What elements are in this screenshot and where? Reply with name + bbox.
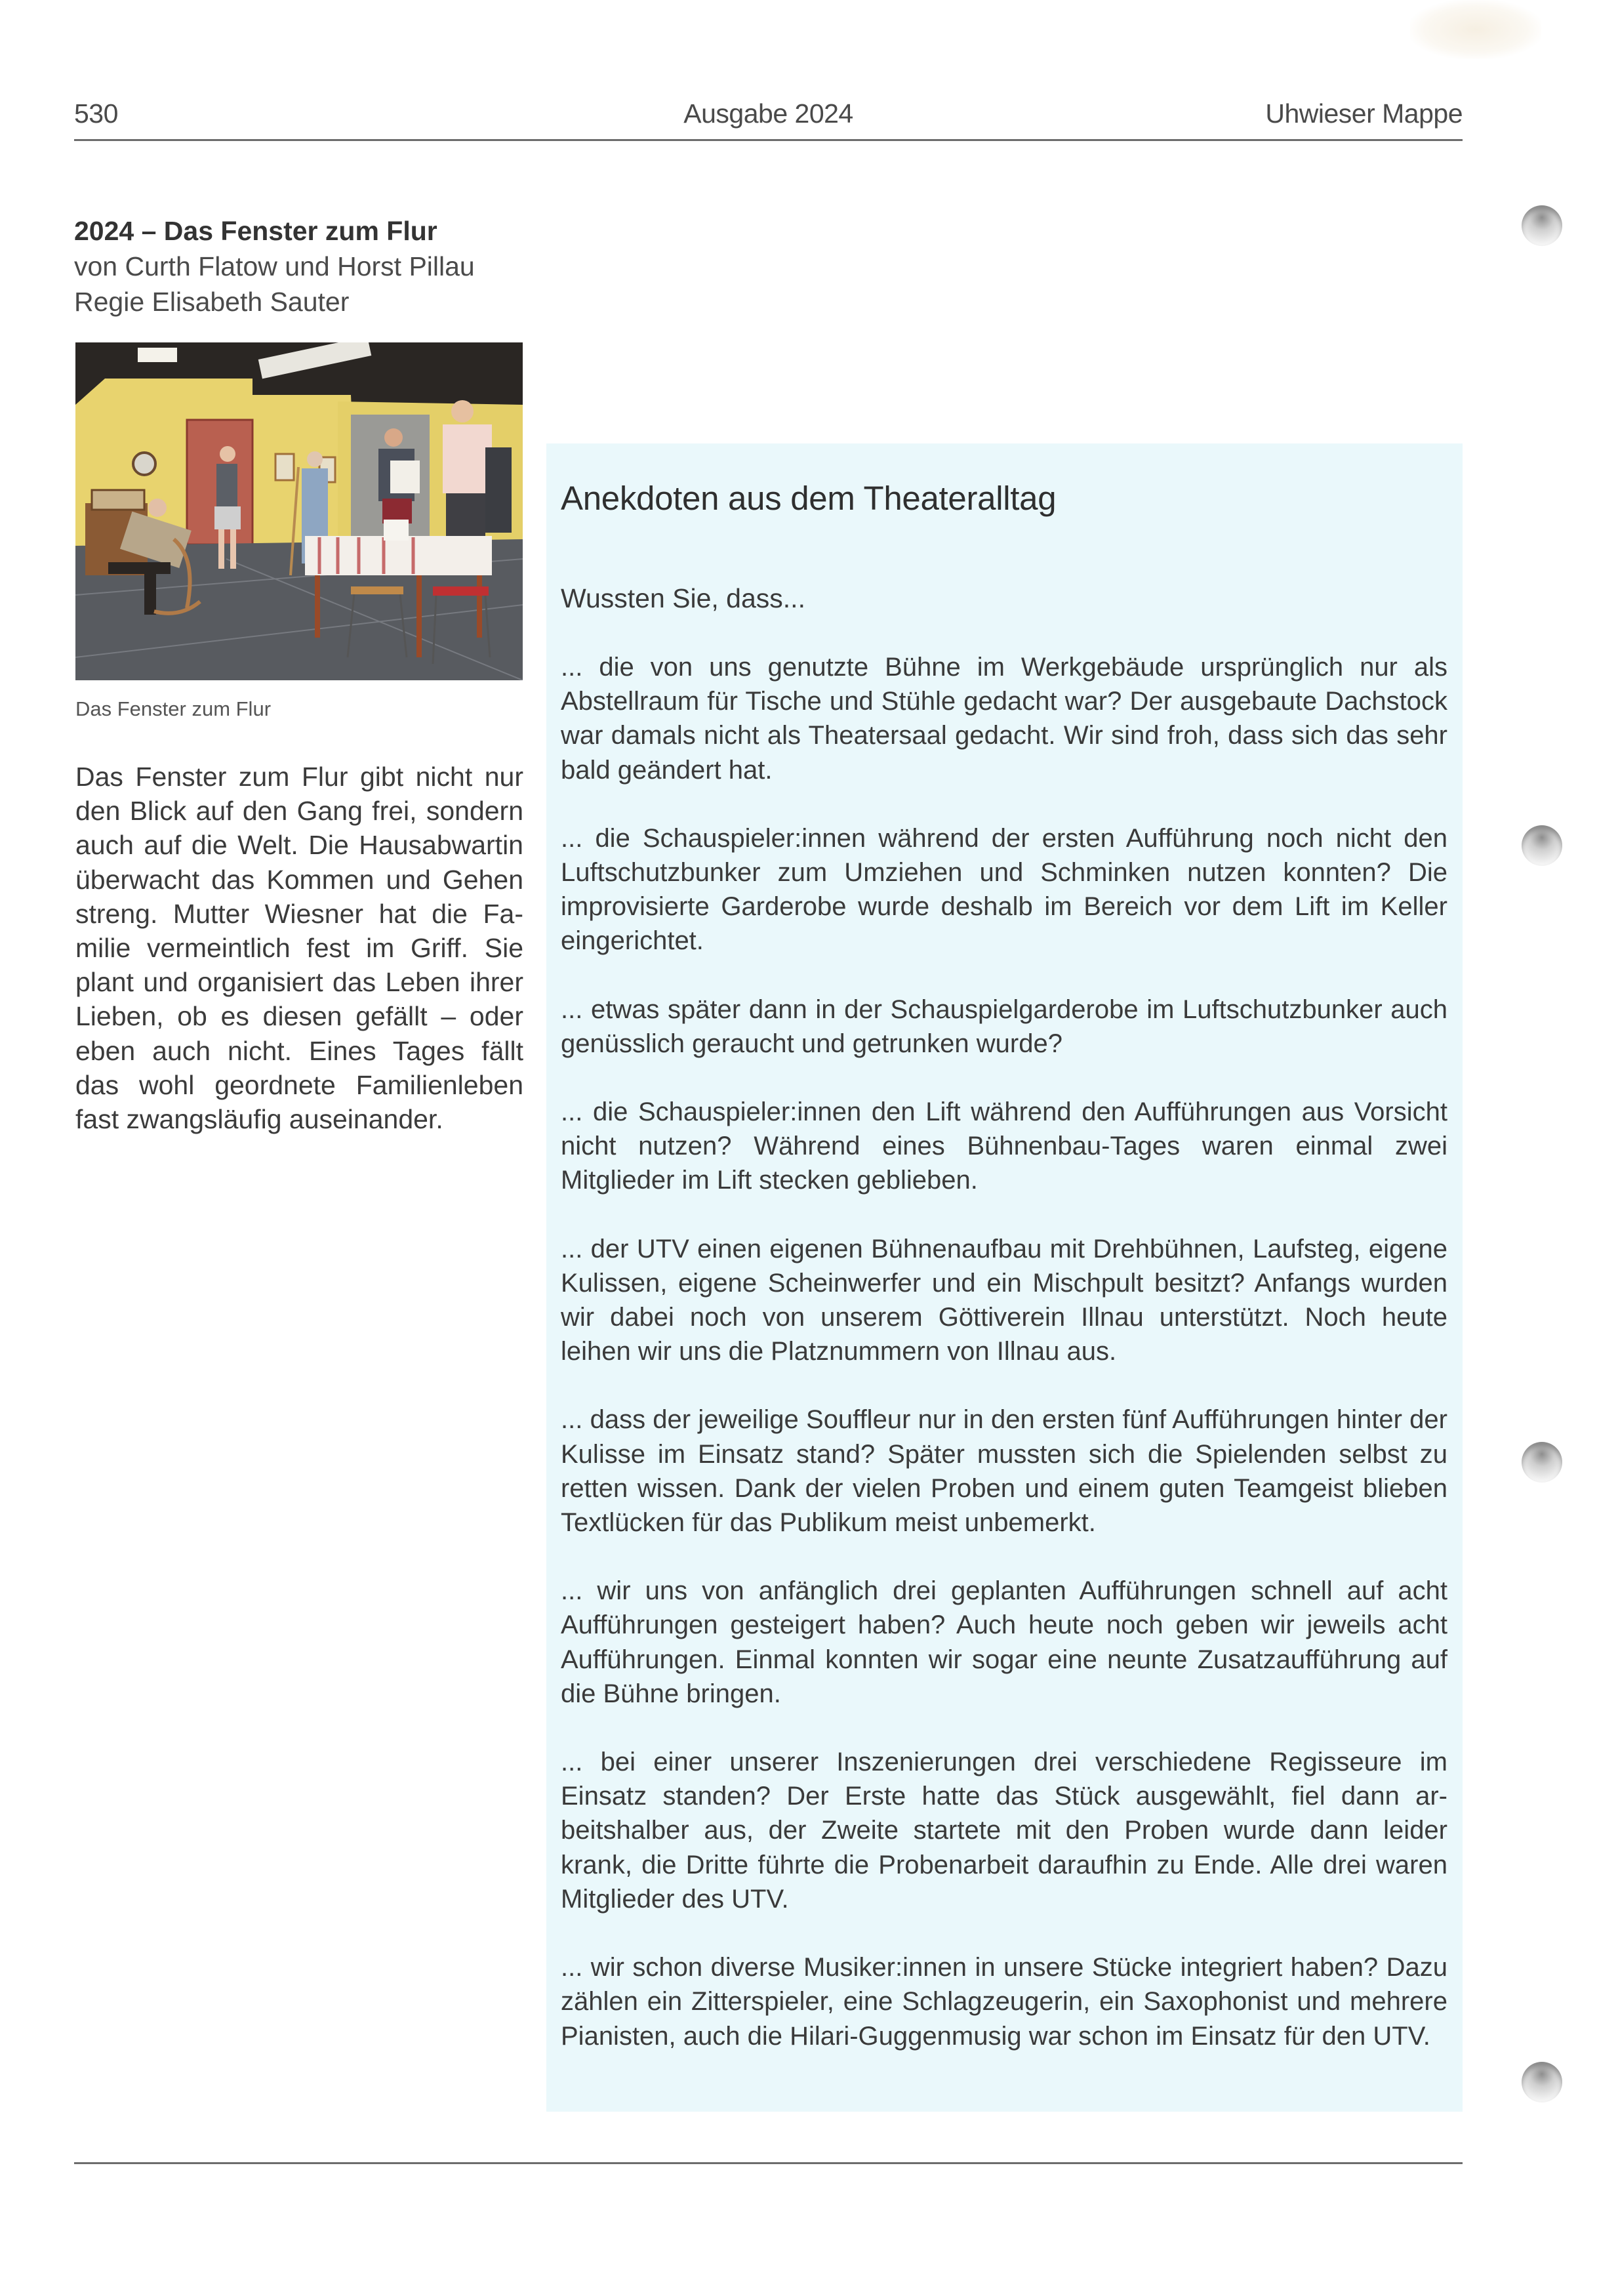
binder-hole-icon: [1522, 2062, 1562, 2102]
actor-woman-doorway: [220, 446, 235, 462]
spotlight: [138, 348, 177, 362]
wall-clock: [133, 453, 155, 475]
actor-young-man: [451, 400, 474, 422]
anecdote-item: ... wir schon diverse Musiker:innen in unsere Stücke integriert haben? Dazu zählen ein Zitterspieler, eine Schlagzeugerin, ein Saxophonist und mehrere Pianisten, auch die Hilari-Guggenmusig war schon im Einsatz für den UTV.: [561, 1953, 1447, 2051]
play-title: 2024 – Das Fenster zum Flur: [74, 216, 437, 246]
photo-caption: Das Fenster zum Flur: [75, 697, 272, 720]
page-header: [74, 98, 1463, 138]
binder-hole-icon: [1522, 825, 1562, 866]
footer-rule: [74, 2162, 1463, 2164]
publication-name: Uhwieser Mappe: [1265, 98, 1463, 129]
anecdote-item: ... die Schauspieler:innen den Lift während den Aufführungen aus Vorsicht nicht nutzen? Während eines Bühnenbau-Tages waren einmal zwei Mitglieder im Lift stecken geblieben.: [561, 1097, 1447, 1195]
play-summary: Das Fenster zum Flur gibt nicht nur den Blick auf den Gang frei, sondern auch auf die Welt. Die Hausabwartin überwacht das Kommen und Gehen streng. Mutter Wiesner hat die Familie vermeintlich fest im Griff. Sie plant und organisiert das Leben ihrer Lieben, ob es diesen gefällt – oder eben auch nicht. Eines Tages fällt das wohl geordnete Familienleben fast zwangsläufig auseinander.: [75, 762, 523, 1135]
anecdote-item: ... der UTV einen eigenen Bühnenaufbau mit Drehbühnen, Laufsteg, eigene Kulissen, eigene Scheinwerfer und ein Mischpult besitzt? Anfangs wurden wir dabei noch von unserem Göttiverein Illnau unterstützt. Noch heute leihen wir uns die Platznummern von Illnau aus.: [561, 1234, 1447, 1366]
edition-label: Ausgabe 2024: [683, 98, 853, 129]
anecdote-item: ... die Schauspieler:innen während der ersten Aufführung noch nicht den Luftschutzbunker zum Umziehen und Schminken nutzen konnten? Die improvisierte Garderobe wurde deshalb im Bereich vor dem Lift im Keller eingerichtet.: [561, 823, 1447, 956]
anecdote-intro: Wussten Sie, dass...: [561, 583, 805, 613]
play-heading: [74, 213, 533, 319]
binder-hole-icon: [1522, 205, 1562, 246]
play-director: Regie Elisabeth Sauter: [74, 287, 350, 317]
actor-man-fur: [384, 428, 403, 447]
tea-pot: [384, 520, 409, 541]
anecdote-item: ... bei einer unserer Inszenierungen drei verschiedene Regisseure im Einsatz standen? Der Erste hatte das Stück ausgewählt, fiel dann arbeitshalber aus, der Zweite startete mit den Proben wurde dann leider krank, die Dritte führte die Probenarbeit daraufhin zu Ende. Alle drei waren Mitglieder des UTV.: [561, 1748, 1447, 1914]
stool-wood: [351, 586, 403, 594]
table-cloth: [305, 536, 492, 575]
anecdote-item: ... dass der jeweilige Souffleur nur in den ersten fünf Aufführungen hinter der Kulisse im Einsatz stand? Später mussten sich die Spielenden selbst zu retten wissen. Dank der vielen Proben und einem guten Teamgeist blieben Textlücken für das Publikum meist unbemerkt.: [561, 1405, 1447, 1538]
stool-red: [433, 586, 489, 596]
page-number: 530: [74, 98, 118, 129]
stage-photo: [75, 342, 523, 680]
anecdote-item: ... etwas später dann in der Schauspielgarderobe im Luftschutzbunker auch genüsslich geraucht und getrunken wurde?: [561, 994, 1447, 1058]
wall-picture: [275, 454, 294, 480]
actor-caretaker: [307, 451, 323, 467]
play-authors: von Curth Flatow und Horst Pillau: [74, 251, 475, 281]
binder-hole-icon: [1522, 1442, 1562, 1483]
scan-corner-stain: [1410, 0, 1541, 59]
table-leg: [315, 575, 320, 638]
anecdote-item: ... wir uns von anfänglich drei geplanten Aufführungen schnell auf acht Aufführungen gesteigert haben? Auch heute noch geben wir jeweils acht Aufführungen. Einmal konnten wir sogar eine neunte Zusatzaufführung auf die Bühne bringen.: [561, 1576, 1447, 1708]
header-rule: [74, 139, 1463, 141]
actor-seated: [148, 499, 167, 517]
anecdote-item: ... die von uns genutzte Bühne im Werkgebäude ursprünglich nur als Abstellraum für Tische und Stühle gedacht war? Der ausgebaute Dachstock war damals nicht als Theatersaal gedacht. Wir sind froh, dass sich das sehr bald geändert hat.: [561, 653, 1447, 785]
anecdote-list: [561, 650, 1447, 2087]
anecdote-box: [546, 443, 1463, 2112]
table-leg: [477, 575, 482, 638]
table-leg: [416, 575, 422, 657]
anecdote-title: Anekdoten aus dem Theateralltag: [561, 480, 1057, 517]
